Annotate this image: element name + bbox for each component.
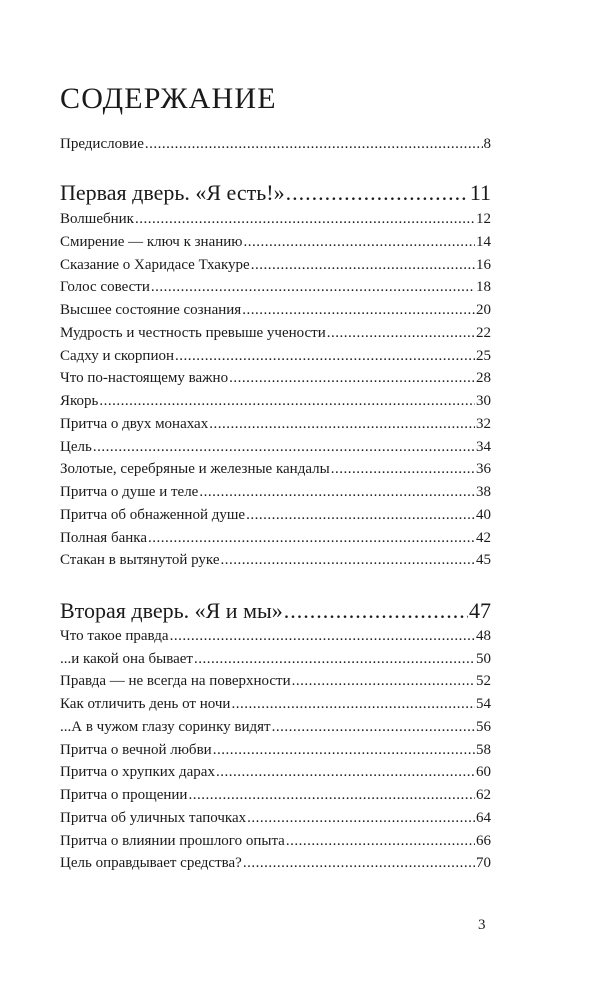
toc-entry[interactable] bbox=[60, 278, 491, 296]
toc-entry[interactable] bbox=[60, 809, 491, 827]
toc-entry-preface[interactable] bbox=[60, 135, 491, 153]
toc-entry[interactable] bbox=[60, 854, 491, 872]
toc-title: СОДЕРЖАНИЕ bbox=[60, 82, 277, 115]
toc-entry[interactable] bbox=[60, 369, 491, 387]
toc-entry-label: Голос совести bbox=[60, 279, 150, 295]
toc-entry[interactable] bbox=[60, 392, 491, 410]
toc-entry-page: 16 bbox=[476, 257, 491, 273]
toc-entry[interactable] bbox=[60, 551, 491, 569]
dot-leader bbox=[194, 650, 475, 668]
toc-entry[interactable] bbox=[60, 460, 491, 478]
toc-entry-page: 64 bbox=[476, 810, 491, 826]
toc-entry[interactable] bbox=[60, 741, 491, 759]
toc-entry-label: Предисловие bbox=[60, 136, 144, 152]
dot-leader bbox=[243, 854, 475, 872]
toc-entry-label: Смирение — ключ к знанию bbox=[60, 234, 243, 250]
toc-entry-label: Высшее состояние сознания bbox=[60, 302, 242, 318]
toc-entry-label: Притча о влиянии прошлого опыта bbox=[60, 833, 285, 849]
dot-leader bbox=[231, 695, 475, 713]
toc-entry-page: 42 bbox=[476, 530, 491, 546]
page-number: 3 bbox=[478, 917, 486, 933]
dot-leader bbox=[286, 180, 469, 206]
toc-entry[interactable] bbox=[60, 763, 491, 781]
toc-entry[interactable] bbox=[60, 438, 491, 456]
dot-leader bbox=[170, 627, 475, 645]
toc-entry-page: 56 bbox=[476, 719, 491, 735]
dot-leader bbox=[199, 483, 475, 501]
toc-entry-page: 14 bbox=[476, 234, 491, 250]
toc-entry-page: 36 bbox=[476, 461, 491, 477]
toc-entry[interactable] bbox=[60, 324, 491, 342]
toc-entry[interactable] bbox=[60, 233, 491, 251]
dot-leader bbox=[229, 369, 475, 387]
toc-entry-page: 40 bbox=[476, 507, 491, 523]
dot-leader bbox=[246, 506, 475, 524]
toc-entry-label: Притча о двух монахах bbox=[60, 416, 209, 432]
toc-entry[interactable] bbox=[60, 627, 491, 645]
dot-leader bbox=[272, 718, 475, 736]
toc-entry-page: 18 bbox=[476, 279, 491, 295]
toc-entry[interactable] bbox=[60, 256, 491, 274]
toc-entry[interactable] bbox=[60, 347, 491, 365]
section-heading-label: Первая дверь. «Я есть!» bbox=[60, 180, 285, 205]
toc-entry-page: 22 bbox=[476, 325, 491, 341]
toc-entry-page: 58 bbox=[476, 742, 491, 758]
dot-leader bbox=[242, 301, 475, 319]
dot-leader bbox=[251, 256, 475, 274]
dot-leader bbox=[93, 438, 475, 456]
toc-entry[interactable] bbox=[60, 506, 491, 524]
toc-entry-page: 30 bbox=[476, 393, 491, 409]
toc-entry-page: 28 bbox=[476, 370, 491, 386]
toc-entry[interactable] bbox=[60, 483, 491, 501]
toc-entry-label: Притча об обнаженной душе bbox=[60, 507, 246, 523]
toc-entry-page: 8 bbox=[483, 136, 491, 152]
toc-entry-label: Притча о вечной любви bbox=[60, 742, 212, 758]
toc-entry-label: Садху и скорпион bbox=[60, 348, 175, 364]
toc-entry-page: 66 bbox=[476, 833, 491, 849]
dot-leader bbox=[148, 529, 475, 547]
toc-entry-page: 60 bbox=[476, 764, 491, 780]
dot-leader bbox=[135, 210, 475, 228]
toc-entry-label: Притча о душе и теле bbox=[60, 484, 199, 500]
toc-entry-label: Стакан в вытянутой руке bbox=[60, 552, 220, 568]
toc-entry[interactable] bbox=[60, 650, 491, 668]
toc-entry-label: Полная банка bbox=[60, 530, 147, 546]
toc-entry-page: 54 bbox=[476, 696, 491, 712]
toc-section-part1[interactable] bbox=[60, 180, 491, 206]
dot-leader bbox=[284, 598, 468, 624]
toc-entry-label: Мудрость и честность превыше учености bbox=[60, 325, 326, 341]
toc-entry-page: 50 bbox=[476, 651, 491, 667]
toc-entry[interactable] bbox=[60, 718, 491, 736]
toc-entry[interactable] bbox=[60, 786, 491, 804]
toc-entry-page: 25 bbox=[476, 348, 491, 364]
toc-entry-label: ...А в чужом глазу соринку видят bbox=[60, 719, 271, 735]
toc-entry-label: Правда — не всегда на поверхности bbox=[60, 673, 291, 689]
toc-entry-label: Притча о хрупких дарах bbox=[60, 764, 215, 780]
toc-entry-page: 48 bbox=[476, 628, 491, 644]
toc-entry-label: ...и какой она бывает bbox=[60, 651, 193, 667]
toc-entry-label: Притча о прощении bbox=[60, 787, 188, 803]
toc-entry-page: 45 bbox=[476, 552, 491, 568]
toc-entry-page: 52 bbox=[476, 673, 491, 689]
toc-entry-label: Золотые, серебряные и железные кандалы bbox=[60, 461, 330, 477]
toc-entry-page: 34 bbox=[476, 439, 491, 455]
toc-entry-label: Якорь bbox=[60, 393, 99, 409]
dot-leader bbox=[327, 324, 475, 342]
toc-entry-page: 38 bbox=[476, 484, 491, 500]
dot-leader bbox=[292, 672, 475, 690]
toc-entry[interactable] bbox=[60, 672, 491, 690]
toc-entry-page: 62 bbox=[476, 787, 491, 803]
section-heading-page: 47 bbox=[469, 598, 491, 623]
toc-entry-label: Сказание о Харидасе Тхакуре bbox=[60, 257, 250, 273]
dot-leader bbox=[331, 460, 475, 478]
toc-entry[interactable] bbox=[60, 695, 491, 713]
toc-entry-label: Что такое правда bbox=[60, 628, 169, 644]
dot-leader bbox=[286, 832, 475, 850]
toc-entry-label: Цель оправдывает средства? bbox=[60, 855, 242, 871]
toc-entry-label: Что по-настоящему важно bbox=[60, 370, 229, 386]
dot-leader bbox=[188, 786, 475, 804]
dot-leader bbox=[244, 233, 475, 251]
toc-entry-label: Волшебник bbox=[60, 211, 134, 227]
dot-leader bbox=[213, 741, 475, 759]
toc-entry[interactable] bbox=[60, 415, 491, 433]
dot-leader bbox=[247, 809, 475, 827]
toc-entry-page: 32 bbox=[476, 416, 491, 432]
toc-entry-page: 70 bbox=[476, 855, 491, 871]
toc-entry-page: 20 bbox=[476, 302, 491, 318]
dot-leader bbox=[145, 135, 483, 153]
toc-entry-label: Как отличить день от ночи bbox=[60, 696, 231, 712]
dot-leader bbox=[151, 278, 475, 296]
toc-entry[interactable] bbox=[60, 832, 491, 850]
section-heading-page: 11 bbox=[469, 180, 491, 205]
toc-entry-label: Притча об уличных тапочках bbox=[60, 810, 247, 826]
dot-leader bbox=[216, 763, 475, 781]
toc-entry-page: 12 bbox=[476, 211, 491, 227]
toc-entry[interactable] bbox=[60, 529, 491, 547]
dot-leader bbox=[221, 551, 476, 569]
dot-leader bbox=[99, 392, 475, 410]
dot-leader bbox=[175, 347, 475, 365]
toc-entry-label: Цель bbox=[60, 439, 92, 455]
dot-leader bbox=[209, 415, 475, 433]
toc-entry[interactable] bbox=[60, 210, 491, 228]
toc-entry[interactable] bbox=[60, 301, 491, 319]
toc-section-part2[interactable] bbox=[60, 598, 491, 624]
section-heading-label: Вторая дверь. «Я и мы» bbox=[60, 598, 283, 623]
